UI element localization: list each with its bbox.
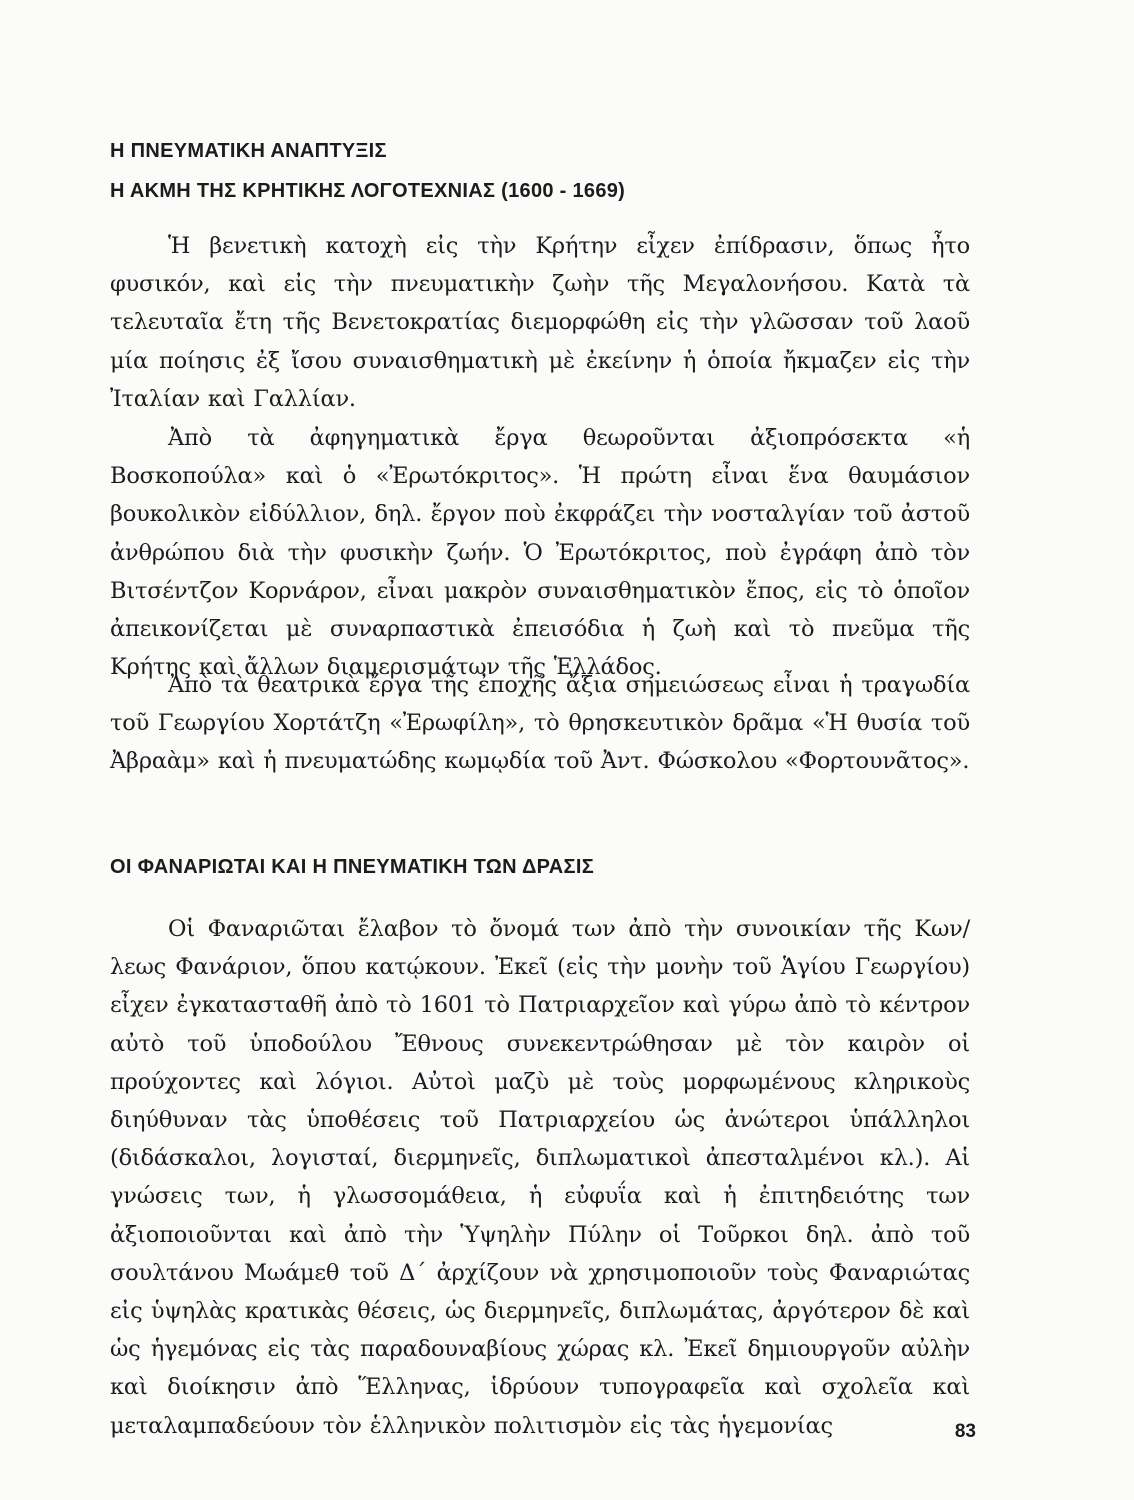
section-title-phanariotes: ΟΙ ΦΑΝΑΡΙΩΤΑΙ ΚΑΙ Η ΠΝΕΥΜΑΤΙΚΗ ΤΩΝ ΔΡΑΣΙΣ [110, 856, 595, 878]
section-subtitle: Η ΑΚΜΗ ΤΗΣ ΚΡΗΤΙΚΗΣ ΛΟΓΟΤΕΧΝΙΑΣ (1600 - 1669) [110, 180, 626, 202]
paragraph-phanariotes: Οἱ Φαναριῶται ἔλαβον τὸ ὄνομά των ἀπὸ τὴν συνοικίαν τῆς Κων/λεως Φανάριον, ὅπου κατῴκουν. Ἐκεῖ (εἰς τὴν μονὴν τοῦ Ἁγίου Γεωργίου) εἶχεν ἐγκατασταθῆ ἀπὸ τὸ 1601 τὸ Πατριαρχεῖον καὶ γύρω ἀπὸ τὸ κέντρον αὐτὸ τοῦ ὑποδούλου Ἔθνους συνεκεντρώθησαν μὲ τὸν καιρὸν οἱ πρoύχοντες καὶ λόγιοι. Αὐτοὶ μαζὺ μὲ τοὺς μορφωμένους κληρικοὺς διηύθυναν τὰς ὑποθέσεις τοῦ Πατριαρχείου ὡς ἀνώτεροι ὑπάλληλοι (διδάσκαλοι, λογισταί, διερμηνεῖς, διπλωματικοὶ ἀπεσταλμένοι κλ.). Αἱ γνώσεις των, ἡ γλωσσομάθεια, ἡ εὐφυΐα καὶ ἡ ἐπιτηδειότης των ἀξιοποιοῦνται καὶ ἀπὸ τὴν Ὑψηλὴν Πύλην οἱ Τοῦρκοι δηλ. ἀπὸ τοῦ σουλτάνου Μωάμεθ τοῦ Δ΄ ἀρχίζουν νὰ χρησιμοποιοῦν τοὺς Φαναριώτας εἰς ὑψηλὰς κρατικὰς θέσεις, ὡς διερμηνεῖς, διπλωμάτας, ἀργότερον δὲ καὶ ὡς ἡγεμόνας εἰς τὰς παραδουναβίους χώρας κλ. Ἐκεῖ δημιουργοῦν αὐλὴν καὶ διοίκησιν ἀπὸ Ἕλληνας, ἱδρύουν τυπογραφεῖα καὶ σχολεῖα καὶ μεταλαμπαδεύουν τὸν ἑλληνικὸν πολιτισμὸν εἰς τὰς ἡγεμονίας [110, 916, 970, 1439]
section-title: Η ΠΝΕΥΜΑΤΙΚΗ ΑΝΑΠΤΥΞΙΣ [110, 140, 387, 162]
paragraph-venetian-occupation: Ἡ βενετικὴ κατοχὴ εἰς τὴν Κρήτην εἶχεν ἐπίδρασιν, ὅπως ἦτο φυσικόν, καὶ εἰς τὴν πνευματικὴν ζωὴν τῆς Μεγαλονήσου. Κατὰ τὰ τελευταῖα ἔτη τῆς Βενετοκρατίας διεμορφώθη εἰς τὴν γλῶσσαν τοῦ λαοῦ μία ποίησις ἐξ ἴσου συναισθηματικὴ μὲ ἐκείνην ἡ ὁποία ἤκμαζεν εἰς τὴν Ἰταλίαν καὶ Γαλλίαν. [110, 233, 970, 412]
paragraph-theatrical-works: Ἀπὸ τὰ θεατρικὰ ἔργα τῆς ἐποχῆς ἄξια σημειώσεως εἶναι ἡ τραγωδία τοῦ Γεωργίου Χορτάτζη «Ἐρωφίλη», τὸ θρησκευτικὸν δρᾶμα «Ἡ θυσία τοῦ Ἀβραὰμ» καὶ ἡ πνευματώδης κωμῳδία τοῦ Ἀντ. Φώσκολου «Φορτουνᾶτος». [110, 672, 970, 775]
paragraph-narrative-works: Ἀπὸ τὰ ἀφηγηματικὰ ἔργα θεωροῦνται ἀξιοπρόσεκτα «ἡ Βοσκοπούλα» καὶ ὁ «Ἐρωτόκριτος». Ἡ πρώτη εἶναι ἕνα θαυμάσιον βουκολικὸν εἰδύλλιον, δηλ. ἔργον ποὺ ἐκφράζει τὴν νοσταλγίαν τοῦ ἀστοῦ ἀνθρώπου διὰ τὴν φυσικὴν ζωήν. Ὁ Ἐρωτόκριτος, ποὺ ἐγράφη ἀπὸ τὸν Βιτσέντζον Κορνάρον, εἶναι μακρὸν συναισθηματικὸν ἔπος, εἰς τὸ ὁποῖον ἀπεικονίζεται μὲ συναρπαστικὰ ἐπεισόδια ἡ ζωὴ καὶ τὸ πνεῦμα τῆς Κρήτης καὶ ἄλλων διαμερισμάτων τῆς Ἑλλάδος. [110, 425, 970, 681]
page-number: 83 [954, 1421, 976, 1442]
book-page [110, 0, 976, 1500]
